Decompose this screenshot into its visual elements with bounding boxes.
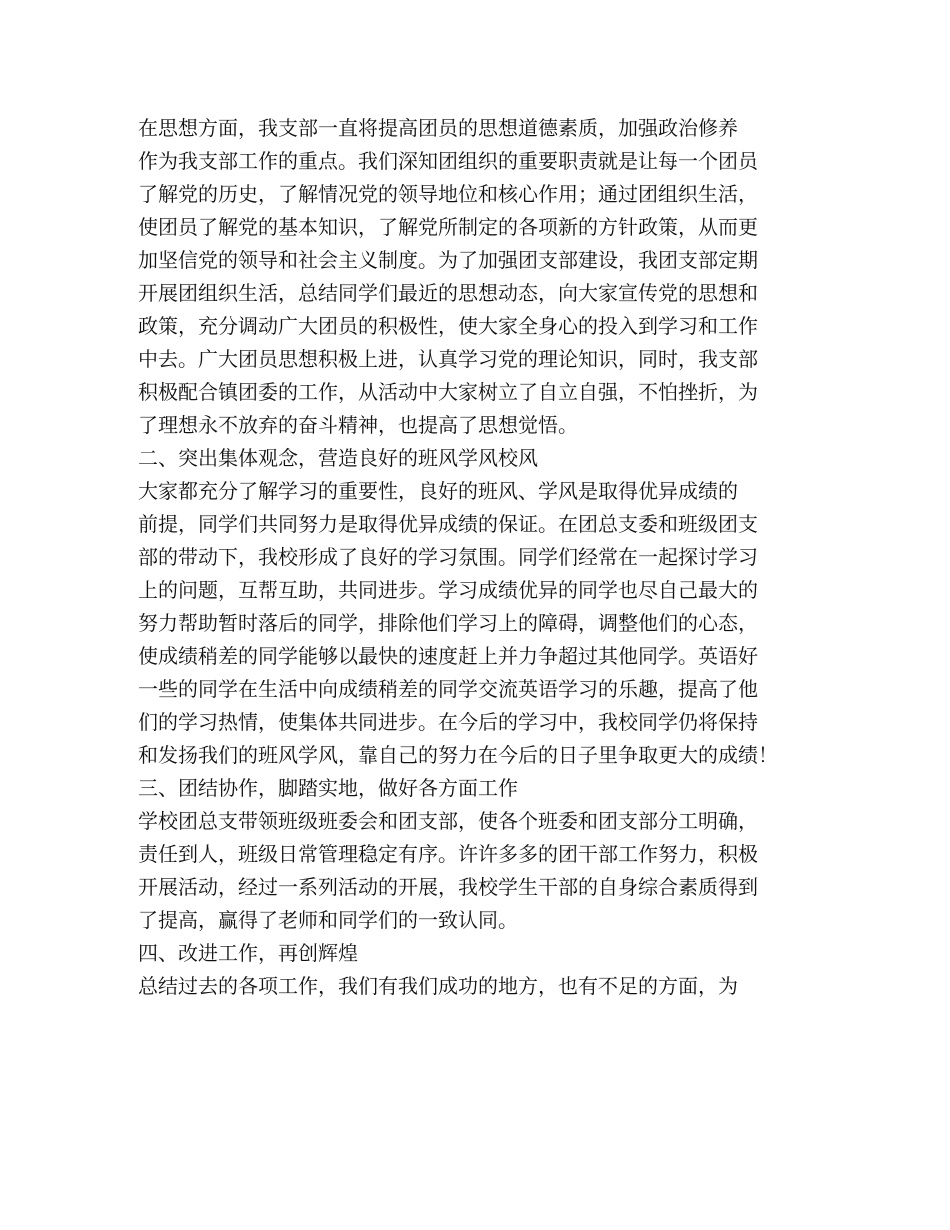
text-line: 使成绩稍差的同学能够以最快的速度赶上并力争超过其他同学。英语好	[138, 644, 758, 668]
text-line: 使团员了解党的基本知识，了解党所制定的各项新的方针政策，从而更	[138, 215, 758, 239]
text-line: 一些的同学在生活中向成绩稍差的同学交流英语学习的乐趣，提高了他	[138, 677, 758, 701]
text-line: 了提高，赢得了老师和同学们的一致认同。	[138, 908, 518, 932]
text-line: 政策，充分调动广大团员的积极性，使大家全身心的投入到学习和工作	[138, 314, 758, 338]
section-heading: 四、改进工作，再创辉煌	[138, 941, 358, 965]
section-heading: 三、团结协作，脚踏实地，做好各方面工作	[138, 776, 518, 800]
text-line: 加坚信党的领导和社会主义制度。为了加强团支部建设，我团支部定期	[138, 248, 758, 272]
text-line: 学校团总支带领班级班委会和团支部，使各个班委和团支部分工明确，	[138, 809, 758, 833]
text-line: 上的问题，互帮互助，共同进步。学习成绩优异的同学也尽自己最大的	[138, 578, 758, 602]
text-line: 大家都充分了解学习的重要性，良好的班风、学风是取得优异成绩的	[138, 479, 738, 503]
text-line: 作为我支部工作的重点。我们深知团组织的重要职责就是让每一个团员	[138, 149, 758, 173]
text-line: 在思想方面，我支部一直将提高团员的思想道德素质，加强政治修养	[138, 116, 738, 140]
text-line: 部的带动下，我校形成了良好的学习氛围。同学们经常在一起探讨学习	[138, 545, 758, 569]
text-line: 前提，同学们共同努力是取得优异成绩的保证。在团总支委和班级团支	[138, 512, 758, 536]
text-line: 中去。广大团员思想积极上进，认真学习党的理论知识，同时，我支部	[138, 347, 758, 371]
text-line: 了理想永不放弃的奋斗精神，也提高了思想觉悟。	[138, 413, 578, 437]
text-line: 责任到人，班级日常管理稳定有序。许许多多的团干部工作努力，积极	[138, 842, 758, 866]
text-line: 和发扬我们的班风学风，靠自己的努力在今后的日子里争取更大的成绩！	[138, 743, 778, 767]
text-line: 努力帮助暂时落后的同学，排除他们学习上的障碍，调整他们的心态，	[138, 611, 758, 635]
text-line: 开展团组织生活，总结同学们最近的思想动态，向大家宣传党的思想和	[138, 281, 758, 305]
section-heading: 二、突出集体观念，营造良好的班风学风校风	[138, 446, 538, 470]
text-line: 积极配合镇团委的工作，从活动中大家树立了自立自强，不怕挫折，为	[138, 380, 758, 404]
document-body	[138, 112, 828, 1003]
text-line: 开展活动，经过一系列活动的开展，我校学生干部的自身综合素质得到	[138, 875, 758, 899]
text-line: 们的学习热情，使集体共同进步。在今后的学习中，我校同学仍将保持	[138, 710, 758, 734]
text-line: 了解党的历史，了解情况党的领导地位和核心作用；通过团组织生活，	[138, 182, 758, 206]
text-line: 总结过去的各项工作，我们有我们成功的地方，也有不足的方面，为	[138, 974, 738, 998]
